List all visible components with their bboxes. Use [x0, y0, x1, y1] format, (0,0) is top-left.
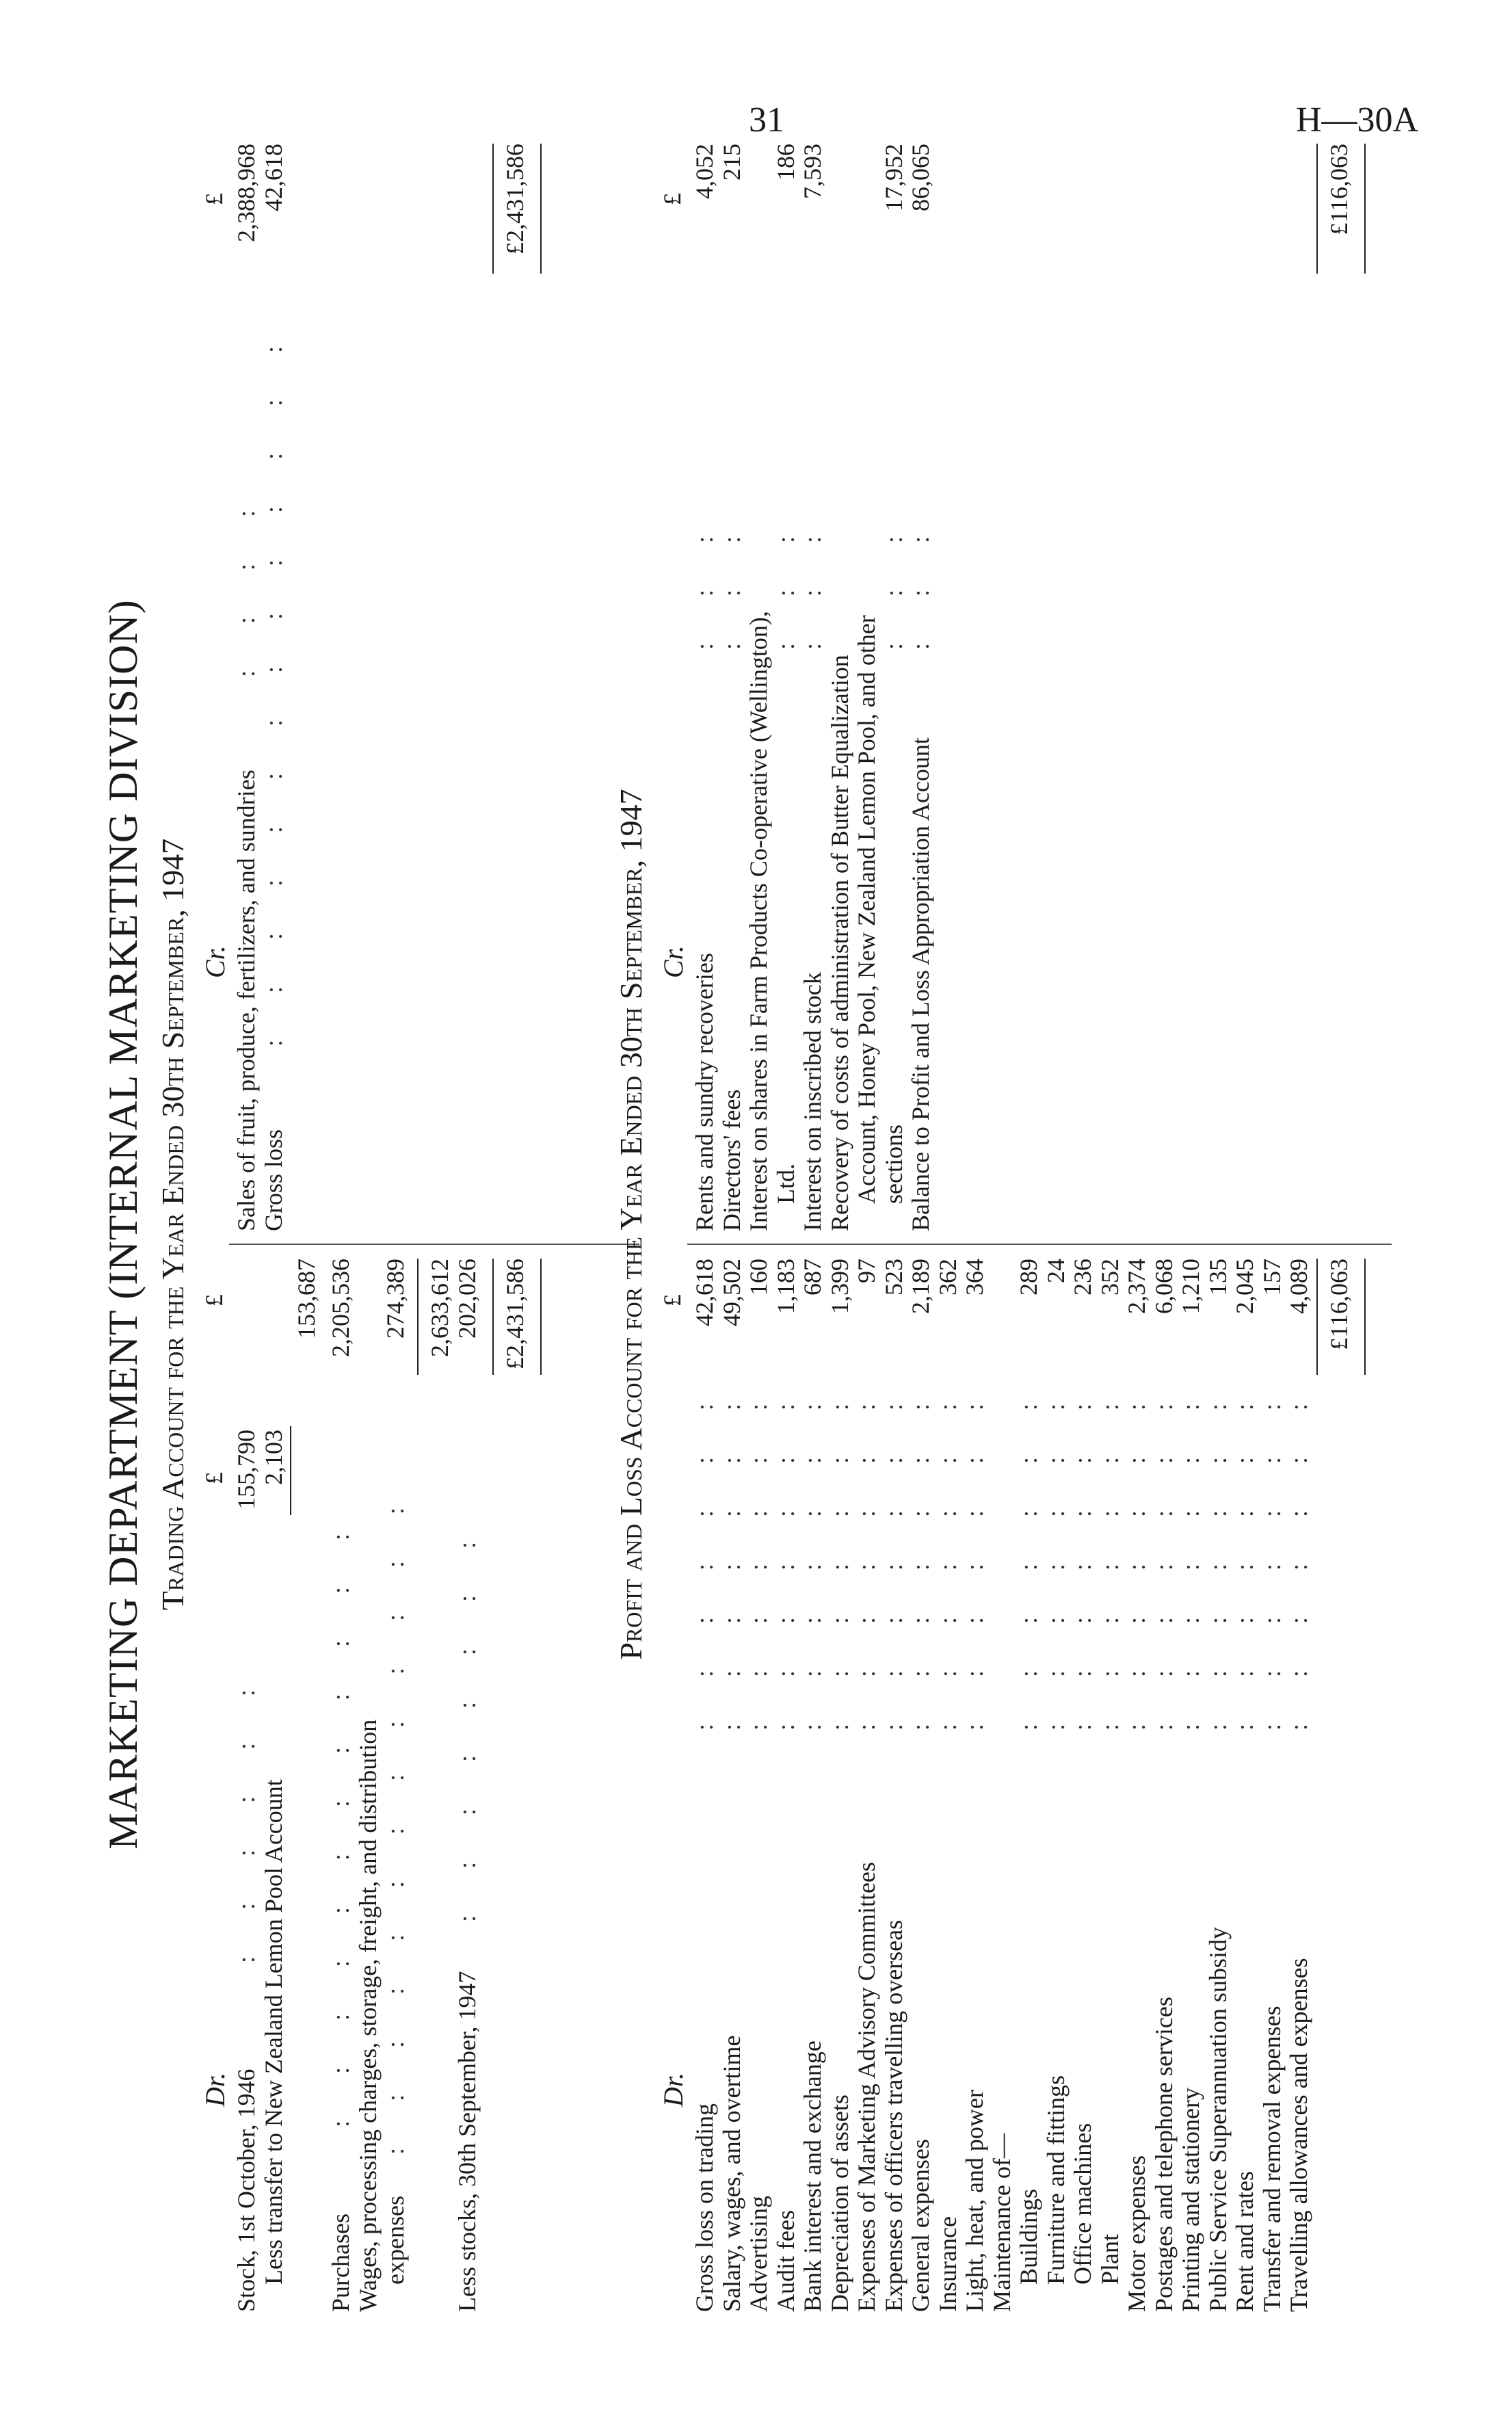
pl-cr-row-label: Interest on inscribed stock [799, 972, 826, 1231]
pl-dr-row-label: Salary, wages, and overtime [717, 2035, 745, 2312]
trading-stock-label: Stock, 1st October, 1946 [233, 2068, 260, 2312]
leader-dots: : : : : : : : [745, 1402, 772, 1731]
pl-column-divider [687, 1244, 1392, 1245]
leader-dots: : : : : : : : [1231, 1402, 1258, 1731]
leader-dots: : : : : : : : [1123, 1402, 1150, 1731]
trading-cr-label: Cr. [200, 945, 230, 978]
trading-cr-total: £2,431,586 [501, 144, 529, 254]
leader-dots: : : : : : : : [1096, 1402, 1124, 1731]
page-title: MARKETING DEPARTMENT (INTERNAL MARKETING DIVISION) [101, 599, 146, 1850]
leader-dots: : : : [691, 534, 718, 650]
pl-cr-row-value: 4,052 [691, 144, 718, 199]
pl-dr-row-label: Postages and telephone services [1150, 1997, 1178, 2312]
pl-cr-row-label: Ltd. [771, 1164, 799, 1204]
pl-dr-row-label: Audit fees [771, 2210, 799, 2312]
pl-cr-row-value: 7,593 [799, 144, 826, 199]
trading-cr-total-rule-bottom [540, 144, 542, 274]
pl-dr-row-label: Depreciation of assets [825, 2094, 853, 2312]
trading-net-stock: 153,687 [293, 1259, 320, 1339]
leader-dots: : : : : : : : [691, 1402, 718, 1731]
trading-rule-2 [417, 1259, 419, 1375]
trading-currency-col1: £ [200, 1472, 228, 1484]
trading-dr-total: £2,431,586 [501, 1259, 529, 1369]
pl-dr-row-value: 2,045 [1231, 1259, 1258, 1314]
pl-cr-row-label: Directors' fees [717, 1089, 745, 1231]
leader-dots: : : : : : : : [879, 1402, 907, 1731]
pl-cr-row-value: 17,952 [879, 144, 907, 211]
pl-dr-total: £116,063 [1325, 1259, 1353, 1350]
pl-currency-dr: £ [659, 1294, 686, 1306]
pl-cr-row-label: Balance to Profit and Loss Appropriation Account [907, 737, 934, 1231]
pl-dr-total-rule-top [1316, 1259, 1318, 1375]
leader-dots: : : : : : : : [771, 1402, 799, 1731]
pl-dr-row-value: 157 [1258, 1259, 1286, 1296]
leader-dots: : : : : : : : [933, 1402, 961, 1731]
page-number: 31 [749, 101, 784, 140]
pl-dr-row-label: Insurance [933, 2216, 961, 2312]
pl-cr-row-value: 186 [771, 144, 799, 181]
trading-less-transfer-value: 2,103 [260, 1430, 287, 1485]
leader-dots: : : : [771, 534, 799, 650]
leader-dots: : : : : : : : : [453, 1540, 481, 1922]
pl-dr-row-label: Motor expenses [1123, 2155, 1150, 2312]
trading-stock-value: 155,790 [233, 1430, 260, 1510]
pl-dr-row-value: 364 [961, 1259, 988, 1296]
pl-cr-row-label: sections [879, 1125, 907, 1204]
leader-dots: : : : : : : : [907, 1402, 934, 1731]
trading-less-stocks-value: 202,026 [453, 1259, 481, 1339]
pl-cr-row-value: 86,065 [907, 144, 934, 211]
pl-cr-row-label: Interest on shares in Farm Products Co-operative (Wellington), [745, 611, 772, 1231]
trading-wages-label-2: expenses [382, 2196, 409, 2285]
trading-purchases-label: Purchases [327, 2213, 354, 2312]
leader-dots: : : : [717, 534, 745, 650]
leader-dots: : : : : : : : [825, 1402, 853, 1731]
pl-dr-row-label: Transfer and removal expenses [1258, 2006, 1286, 2312]
leader-dots: : : : : : : : [1150, 1402, 1178, 1731]
pl-dr-row-label: Bank interest and exchange [799, 2040, 826, 2312]
pl-dr-row-value: 236 [1069, 1259, 1096, 1296]
trading-column-divider [229, 1244, 639, 1245]
pl-dr-row-label: Rent and rates [1231, 2171, 1258, 2312]
pl-cr-label: Cr. [658, 945, 689, 978]
trading-wages-value: 274,389 [382, 1259, 409, 1339]
leader-dots: : : : [879, 534, 907, 650]
trading-account-heading: Trading Account for the Year Ended 30th September, 1947 [155, 838, 190, 1611]
pl-cr-total: £116,063 [1325, 144, 1353, 235]
pl-dr-total-rule-bottom [1364, 1259, 1366, 1375]
trading-wages-label-1: Wages, processing charges, storage, freight, and distribution [354, 1719, 382, 2312]
leader-dots: : : : : : : : : : : : : : : [260, 344, 287, 1047]
trading-dr-label: Dr. [200, 2072, 230, 2107]
leader-dots: : : : : : : : [1258, 1402, 1286, 1731]
leader-dots: : : : : : : : [717, 1402, 745, 1731]
pl-cr-total-rule-top [1316, 144, 1318, 274]
pl-dr-row-value: 6,068 [1150, 1259, 1178, 1314]
leader-dots: : : : [907, 534, 934, 650]
leader-dots: : : : : : : : [853, 1402, 880, 1731]
trading-less-transfer-label: Less transfer to New Zealand Lemon Pool Account [260, 1779, 287, 2285]
pl-dr-row-value: 97 [853, 1259, 880, 1283]
trading-sales-value: 2,388,968 [233, 144, 260, 242]
leader-dots: : : : : : : : [1015, 1402, 1042, 1731]
pl-dr-row-label: Travelling allowances and expenses [1285, 1958, 1312, 2312]
trading-rule-1 [290, 1426, 291, 1515]
pl-dr-row-value: 135 [1204, 1259, 1232, 1296]
pl-cr-row-label: Recovery of costs of administration of Butter Equalization [825, 655, 853, 1231]
pl-dr-row-label: Office machines [1069, 2123, 1096, 2285]
pl-dr-row-value: 352 [1096, 1259, 1124, 1296]
rotated-financial-statement [89, 116, 1416, 2332]
leader-dots: : : : : : : : [1042, 1402, 1070, 1731]
pl-dr-row-value: 24 [1042, 1259, 1070, 1283]
leader-dots: : : : : : : [233, 1687, 260, 1963]
trading-total-rule-top [492, 1259, 494, 1375]
pl-dr-row-value: 42,618 [691, 1259, 718, 1326]
pl-cr-row-label: Rents and sundry recoveries [691, 953, 718, 1231]
pl-cr-total-rule-bottom [1364, 144, 1366, 274]
pl-dr-row-value: 4,089 [1285, 1259, 1312, 1314]
pl-dr-row-value: 49,502 [717, 1259, 745, 1326]
trading-purchases-value: 2,205,536 [327, 1259, 354, 1357]
pl-account-heading: Profit and Loss Account for the Year Ended 30th September, 1947 [613, 789, 648, 1660]
pl-dr-row-value: 523 [879, 1259, 907, 1296]
pl-dr-row-value: 2,189 [907, 1259, 934, 1314]
pl-dr-row-value: 2,374 [1123, 1259, 1150, 1314]
trading-currency-col3: £ [200, 193, 228, 205]
pl-dr-row-value: 362 [933, 1259, 961, 1296]
pl-dr-row-value: 160 [745, 1259, 772, 1296]
pl-dr-row-value: 687 [799, 1259, 826, 1296]
pl-dr-row-label: Maintenance of— [987, 2133, 1016, 2312]
leader-dots: : : : : : : : [1069, 1402, 1096, 1731]
pl-dr-row-value: 1,399 [825, 1259, 853, 1314]
trading-total-rule-bottom [540, 1259, 542, 1375]
pl-dr-row-label: Plant [1096, 2233, 1124, 2285]
pl-cr-row-value: 215 [717, 144, 745, 181]
pl-currency-cr: £ [659, 193, 686, 205]
leader-dots: : : : : [233, 508, 260, 677]
pl-dr-row-label: Light, heat, and power [961, 2090, 988, 2312]
leader-dots: : : : : : : : : : : : : : [382, 1506, 409, 2155]
pl-dr-row-label: General expenses [907, 2139, 934, 2312]
pl-dr-row-label: Furniture and fittings [1042, 2075, 1070, 2285]
pl-dr-row-label: Public Service Superannuation subsidy [1204, 1927, 1232, 2312]
leader-dots: : : : : : : : [1204, 1402, 1232, 1731]
leader-dots: : : : : : : : [961, 1402, 988, 1731]
trading-less-stocks-label: Less stocks, 30th September, 1947 [453, 1971, 481, 2312]
pl-dr-row-label: Buildings [1015, 2188, 1042, 2285]
pl-dr-row-label: Gross loss on trading [691, 2103, 718, 2312]
pl-dr-row-value: 1,183 [771, 1259, 799, 1314]
pl-dr-row-label: Expenses of officers travelling overseas [879, 1919, 907, 2312]
leader-dots: : : : : : : : [1177, 1402, 1204, 1731]
pl-dr-row-label: Expenses of Marketing Advisory Committees [853, 1862, 880, 2312]
pl-cr-row-label: Account, Honey Pool, New Zealand Lemon Pool, and other [853, 615, 880, 1204]
leader-dots: : : : : : : : [1285, 1402, 1312, 1731]
leader-dots: : : : : : : : [799, 1402, 826, 1731]
pl-dr-row-label: Printing and stationery [1177, 2088, 1204, 2312]
trading-sales-label: Sales of fruit, produce, fertilizers, and sundries [233, 770, 260, 1231]
trading-gross-loss-label: Gross loss [260, 1129, 287, 1231]
pl-dr-row-value: 1,210 [1177, 1259, 1204, 1314]
trading-currency-col2: £ [200, 1294, 228, 1306]
pl-dr-row-label: Advertising [745, 2196, 772, 2312]
leader-dots: : : : [799, 534, 826, 650]
trading-cr-total-rule-top [492, 144, 494, 274]
pl-dr-row-value: 289 [1015, 1259, 1042, 1296]
pl-dr-label: Dr. [658, 2072, 689, 2107]
trading-subtotal: 2,633,612 [426, 1259, 453, 1357]
leader-dots: : : : : : : : : : : : : [327, 1532, 354, 2127]
trading-gross-loss-value: 42,618 [260, 144, 287, 211]
page-reference: H—30A [1296, 101, 1419, 140]
